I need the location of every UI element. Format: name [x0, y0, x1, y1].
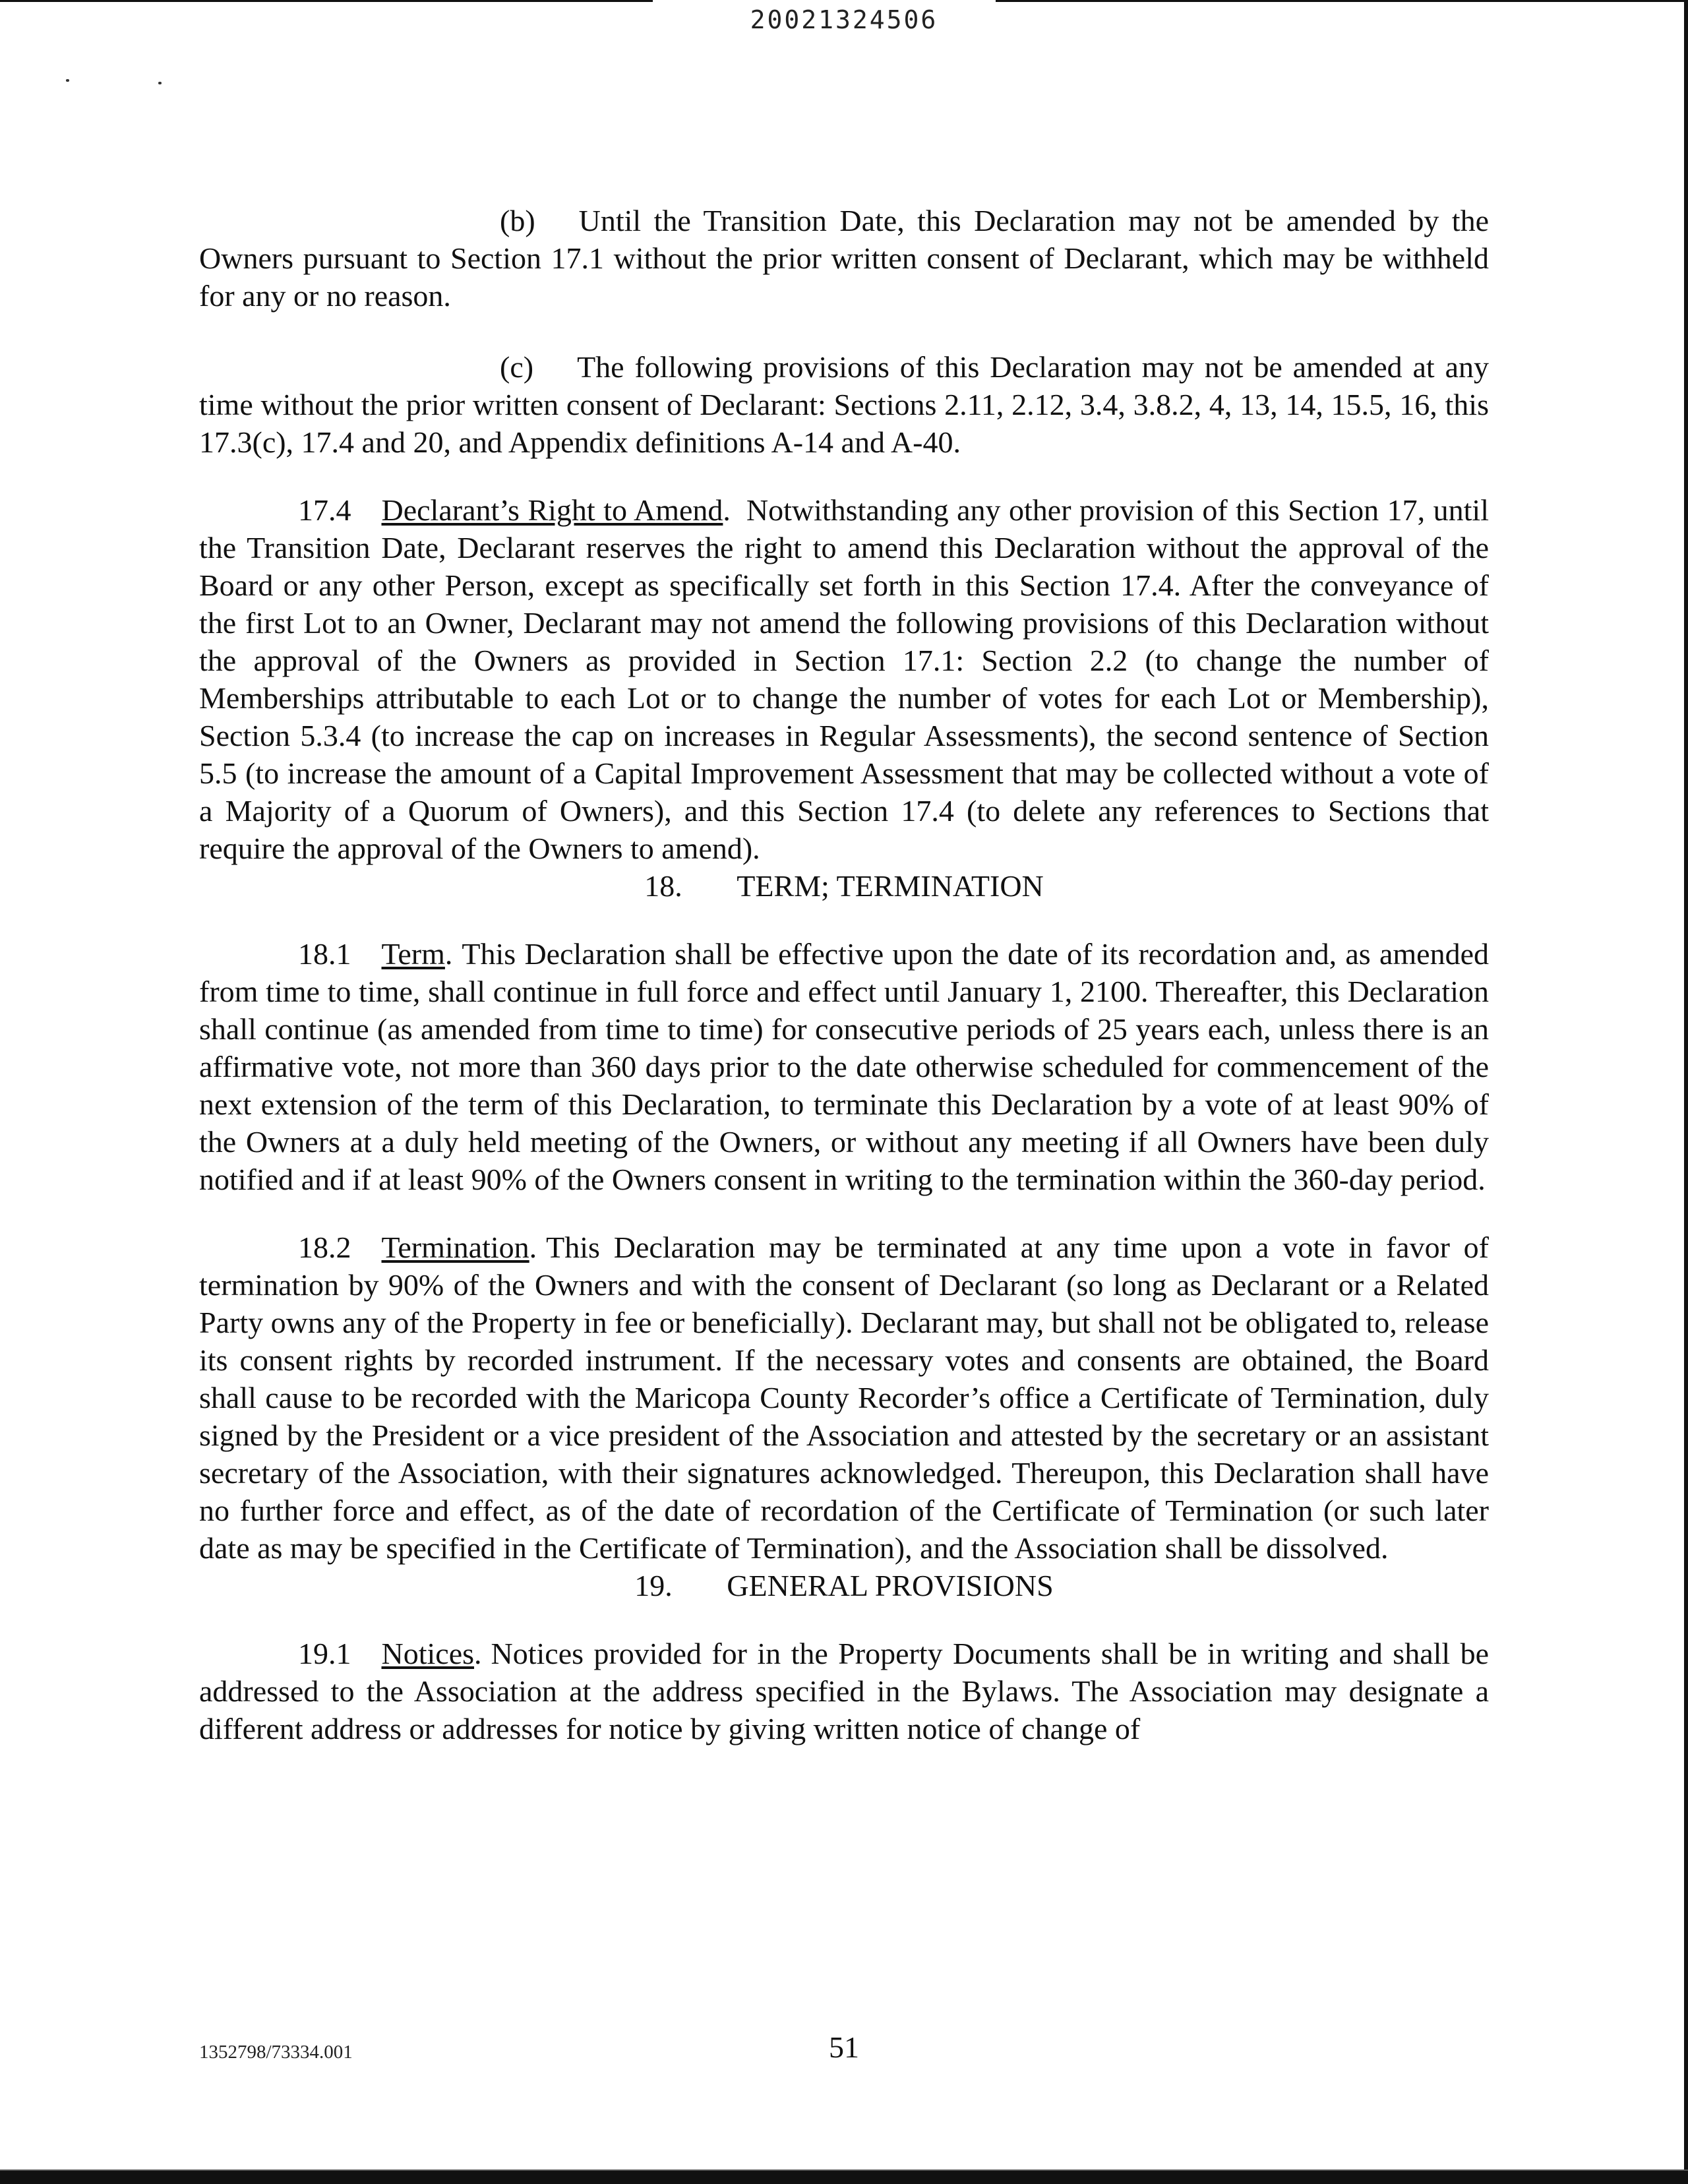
heading-number: 19.: [634, 1569, 673, 1602]
section-17-4: 17.4 Declarant’s Right to Amend. Notwithstanding any other provision of this Section 17, until the Transition Date, Declarant reserves the right to amend this Declaration without the approval of the Board or any other Person, except as specifically set forth in this Section 17.4. After the conveyance of the first Lot to an Owner, Declarant may not amend the following provisions of this Declaration without the approval of the Owners as provided in Section 17.1: Section 2.2 (to change the number of Memberships attributable to each Lot or to change the number of votes for each Lot or Membership), Section 5.3.4 (to increase the cap on increases in Regular Assessments), the second sentence of Section 5.5 (to increase the amount of a Capital Improvement Assessment that may be collected without a vote of a Majority of a Quorum of Owners), and this Section 17.4 (to delete any references to Sections that require the approval of the Owners to amend).: [199, 493, 1489, 865]
heading-number: 18.: [644, 869, 682, 903]
heading-section-19: [199, 1567, 1489, 1604]
heading-title: GENERAL PROVISIONS: [727, 1569, 1054, 1602]
scan-speck: [158, 82, 162, 84]
section-text: This Declaration shall be effective upon the date of its recordation and, as amended from time to time, shall continue in full force and effect until January 1, 2100. Thereafter, this Declaration shall continue (as amended from time to time) for consecutive periods of 25 years each, unless there is an affirmative vote, not more than 360 days prior to the date otherwise scheduled for commencement of the next extension of the term of this Declaration, to terminate this Declaration by a vote of at least 90% of the Owners at a duly held meeting of the Owners, or without any meeting if all Owners have been duly notified and if at least 90% of the Owners consent in writing to the termination within the 360-day period.: [199, 937, 1489, 1196]
section-text: This Declaration may be terminated at any time upon a vote in favor of termination by 90% of the Owners and with the consent of Declarant (so long as Declarant or a Related Party owns any of the Property in fee or beneficially). Declarant may, but shall not be obligated to, release its consent rights by recorded instrument. If the necessary votes and consents are obtained, the Board shall cause to be recorded with the Maricopa County Recorder’s office a Certificate of Termination, duly signed by the President or a vice president of the Association and attested by the secretary or an assistant secretary of the Association, with their signatures acknowledged. Thereupon, this Declaration shall have no further force and effect, as of the date of recordation of the Certificate of Termination (or such later date as may be specified in the Certificate of Termination), and the Association shall be dissolved.: [199, 1230, 1489, 1565]
heading-title: TERM; TERMINATION: [737, 869, 1044, 903]
section-title: Termination: [381, 1230, 529, 1264]
subsection-text: Until the Transition Date, this Declaration may not be amended by the Owners pursuant to Section 17.1 without the prior written consent of Declarant, which may be withheld for any or no reason.: [199, 204, 1489, 313]
footer-document-code: 1352798/73334.001: [199, 2042, 353, 2063]
subsection-c: [199, 348, 1489, 461]
section-text: Notwithstanding any other provision of this Section 17, until the Transition Date, Declarant reserves the right to amend this Declaration without the approval of the Board or any other Person, except as specifically set forth in this Section 17.4. After the conveyance of the first Lot to an Owner, Declarant may not amend the following provisions of this Declaration without the approval of the Owners as provided in Section 17.1: Section 2.2 (to change the number of Memberships attributable to each Lot or to change the number of votes for each Lot or Membership), Section 5.3.4 (to increase the cap on increases in Regular Assessments), the second sentence of Section 5.5 (to increase the amount of a Capital Improvement Assessment that may be collected without a vote of a Majority of a Quorum of Owners), and this Section 17.4 (to delete any references to Sections that require the approval of the Owners to amend).: [199, 493, 1489, 865]
scan-speck: [66, 79, 69, 82]
section-title: Term: [381, 937, 445, 971]
subsection-text: The following provisions of this Declaration may not be amended at any time without the prior written consent of Declarant: Sections 2.11, 2.12, 3.4, 3.8.2, 4, 13, 14, 15.5, 16, this 17.3(c), 17.4 and 20, and Appendix definitions A-14 and A-40.: [199, 350, 1489, 459]
scan-border-right: [1684, 0, 1688, 2184]
section-19-1: 19.1 Notices. Notices provided for in the Property Documents shall be in writing and shall be addressed to the Association at the address specified in the Bylaws. The Association may designate a different address or addresses for notice by giving written notice of change of: [199, 1637, 1489, 1745]
scan-border-top-right: [996, 0, 1688, 2]
document-recording-number: 20021324506: [750, 5, 938, 34]
section-title: Declarant’s Right to Amend: [381, 493, 723, 527]
section-text: Notices provided for in the Property Documents shall be in writing and shall be addressed to the Association at the address specified in the Bylaws. The Association may designate a different address or addresses for notice by giving written notice of change of: [199, 1637, 1489, 1745]
section-number: 17.4: [298, 493, 351, 527]
section-number: 19.1: [298, 1637, 351, 1670]
section-18-1: 18.1 Term. This Declaration shall be effective upon the date of its recordation and, as amended from time to time, shall continue in full force and effect until January 1, 2100. Thereafter, this Declaration shall continue (as amended from time to time) for consecutive periods of 25 years each, unless there is an affirmative vote, not more than 360 days prior to the date otherwise scheduled for commencement of the next extension of the term of this Declaration, to terminate this Declaration by a vote of at least 90% of the Owners at a duly held meeting of the Owners, or without any meeting if all Owners have been duly notified and if at least 90% of the Owners consent in writing to the termination within the 360-day period.: [199, 937, 1489, 1196]
section-18-2: 18.2 Termination. This Declaration may be terminated at any time upon a vote in favor of termination by 90% of the Owners and with the consent of Declarant (so long as Declarant or a Related Party owns any of the Property in fee or beneficially). Declarant may, but shall not be obligated to, release its consent rights by recorded instrument. If the necessary votes and consents are obtained, the Board shall cause to be recorded with the Maricopa County Recorder’s office a Certificate of Termination, duly signed by the President or a vice president of the Association and attested by the secretary or an assistant secretary of the Association, with their signatures acknowledged. Thereupon, this Declaration shall have no further force and effect, as of the date of recordation of the Certificate of Termination (or such later date as may be specified in the Certificate of Termination), and the Association shall be dissolved.: [199, 1230, 1489, 1565]
scan-border-bottom: [0, 2171, 1688, 2184]
page-body: [199, 202, 1489, 1747]
scan-border-top-left: [0, 0, 653, 2]
subsection-label: (b): [500, 204, 535, 237]
section-title: Notices: [381, 1637, 475, 1670]
heading-section-18: [199, 867, 1489, 905]
subsection-label: (c): [500, 350, 534, 384]
section-number: 18.1: [298, 937, 351, 971]
page-number: 51: [829, 2030, 859, 2064]
subsection-b: [199, 202, 1489, 315]
section-number: 18.2: [298, 1230, 351, 1264]
